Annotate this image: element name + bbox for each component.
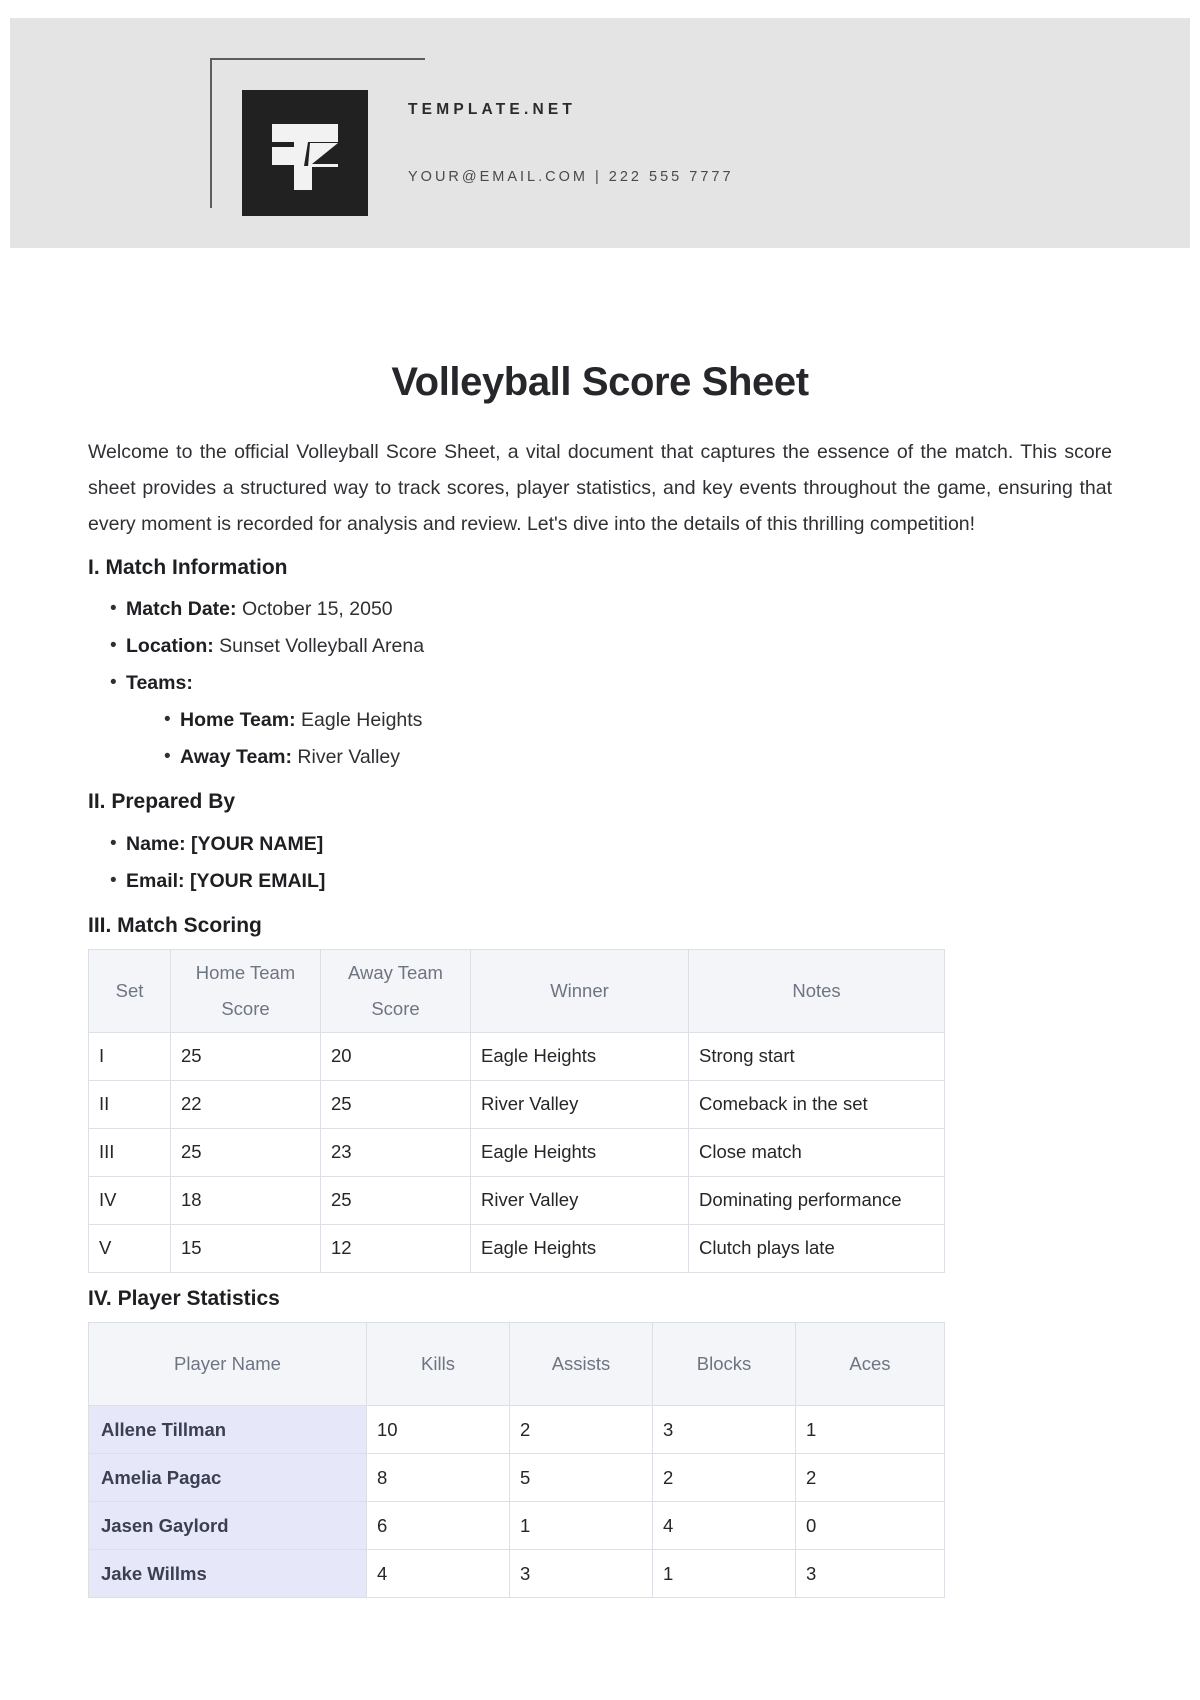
list-item-home-team [164,702,1112,739]
home-team-label: Home Team: [180,709,296,732]
cell-home: 25 [171,1032,321,1080]
cell-aces: 3 [796,1550,945,1598]
list-item-teams [110,665,1112,776]
letterhead-banner [10,18,1190,248]
cell-kills: 10 [367,1406,510,1454]
cell-winner: Eagle Heights [471,1224,689,1272]
cell-notes: Strong start [689,1032,945,1080]
section-heading-prepared-by: II. Prepared By [88,790,236,814]
preparer-name-label: Name: [126,832,186,855]
cell-player-name: Amelia Pagac [89,1454,367,1502]
table-row [89,1406,945,1454]
document-body [88,358,1112,1598]
cell-winner: River Valley [471,1176,689,1224]
cell-notes: Dominating performance [689,1176,945,1224]
column-header-away-team-score: Away Team Score [321,949,471,1032]
preparer-email-value[interactable]: [YOUR EMAIL] [189,869,326,892]
cell-notes: Clutch plays late [689,1224,945,1272]
cell-winner: River Valley [471,1080,689,1128]
template-net-logo-icon [242,90,368,216]
location-value: Sunset Volleyball Arena [219,635,425,658]
brand-name: TEMPLATE.NET [408,101,577,118]
player-statistics-table [88,1322,945,1598]
page-title: Volleyball Score Sheet [391,360,809,404]
match-information-list [88,591,1112,776]
match-date-label: Match Date: [126,598,237,621]
cell-set: I [89,1032,171,1080]
cell-blocks: 1 [653,1550,796,1598]
cell-winner: Eagle Heights [471,1128,689,1176]
prepared-by-list [88,826,1112,900]
home-team-value: Eagle Heights [301,709,423,732]
cell-notes: Comeback in the set [689,1080,945,1128]
cell-blocks: 3 [653,1406,796,1454]
column-header-home-team-score: Home Team Score [171,949,321,1032]
table-header-row [89,949,945,1032]
cell-winner: Eagle Heights [471,1032,689,1080]
table-header-row [89,1323,945,1406]
cell-home: 25 [171,1128,321,1176]
cell-aces: 2 [796,1454,945,1502]
cell-assists: 5 [510,1454,653,1502]
cell-player-name: Allene Tillman [89,1406,367,1454]
match-scoring-table [88,949,945,1273]
cell-set: III [89,1128,171,1176]
cell-blocks: 2 [653,1454,796,1502]
table-row [89,1128,945,1176]
cell-set: II [89,1080,171,1128]
section-heading-match-information: I. Match Information [88,556,288,579]
column-header-notes: Notes [689,949,945,1032]
list-item-away-team [164,739,1112,776]
list-item-location [110,628,1112,665]
list-item-preparer-name [110,826,1112,863]
teams-sublist [126,702,1112,776]
column-header-blocks: Blocks [653,1323,796,1406]
cell-assists: 2 [510,1406,653,1454]
cell-player-name: Jasen Gaylord [89,1502,367,1550]
cell-kills: 6 [367,1502,510,1550]
cell-away: 12 [321,1224,471,1272]
cell-home: 15 [171,1224,321,1272]
list-item-match-date [110,591,1112,628]
cell-blocks: 4 [653,1502,796,1550]
cell-set: IV [89,1176,171,1224]
away-team-value: River Valley [297,746,401,769]
cell-player-name: Jake Willms [89,1550,367,1598]
cell-assists: 3 [510,1550,653,1598]
cell-away: 25 [321,1080,471,1128]
intro-paragraph: Welcome to the official Volleyball Score Sheet, a vital document that captures the essence of the match. This score sheet provides a structured way to track scores, player statistics, and key events throughout the game, ensuring that every moment is recorded for analysis and review. Let's dive into the details of this thrilling competition! [88,441,1112,535]
column-header-set: Set [89,949,171,1032]
column-header-kills: Kills [367,1323,510,1406]
list-item-preparer-email [110,863,1112,900]
section-heading-player-statistics: IV. Player Statistics [88,1286,280,1310]
column-header-player-name: Player Name [89,1323,367,1406]
cell-away: 25 [321,1176,471,1224]
cell-notes: Close match [689,1128,945,1176]
section-heading-match-scoring: III. Match Scoring [88,913,262,937]
location-label: Location: [126,635,214,658]
cell-kills: 8 [367,1454,510,1502]
preparer-name-value[interactable]: [YOUR NAME] [191,832,324,855]
column-header-assists: Assists [510,1323,653,1406]
cell-aces: 1 [796,1406,945,1454]
cell-home: 18 [171,1176,321,1224]
table-row [89,1224,945,1272]
cell-aces: 0 [796,1502,945,1550]
cell-kills: 4 [367,1550,510,1598]
cell-away: 23 [321,1128,471,1176]
brand-contact: YOUR@EMAIL.COM | 222 555 7777 [408,168,734,185]
table-row [89,1176,945,1224]
match-date-value: October 15, 2050 [241,598,393,621]
preparer-email-label: Email: [126,869,185,892]
table-row [89,1080,945,1128]
table-row [89,1454,945,1502]
table-row [89,1502,945,1550]
cell-assists: 1 [510,1502,653,1550]
brand-text-block [408,102,1108,184]
table-row [89,1550,945,1598]
cell-set: V [89,1224,171,1272]
table-row [89,1032,945,1080]
teams-label: Teams: [126,672,193,695]
away-team-label: Away Team: [180,746,292,769]
column-header-winner: Winner [471,949,689,1032]
brand-logo [242,90,368,216]
cell-home: 22 [171,1080,321,1128]
cell-away: 20 [321,1032,471,1080]
column-header-aces: Aces [796,1323,945,1406]
